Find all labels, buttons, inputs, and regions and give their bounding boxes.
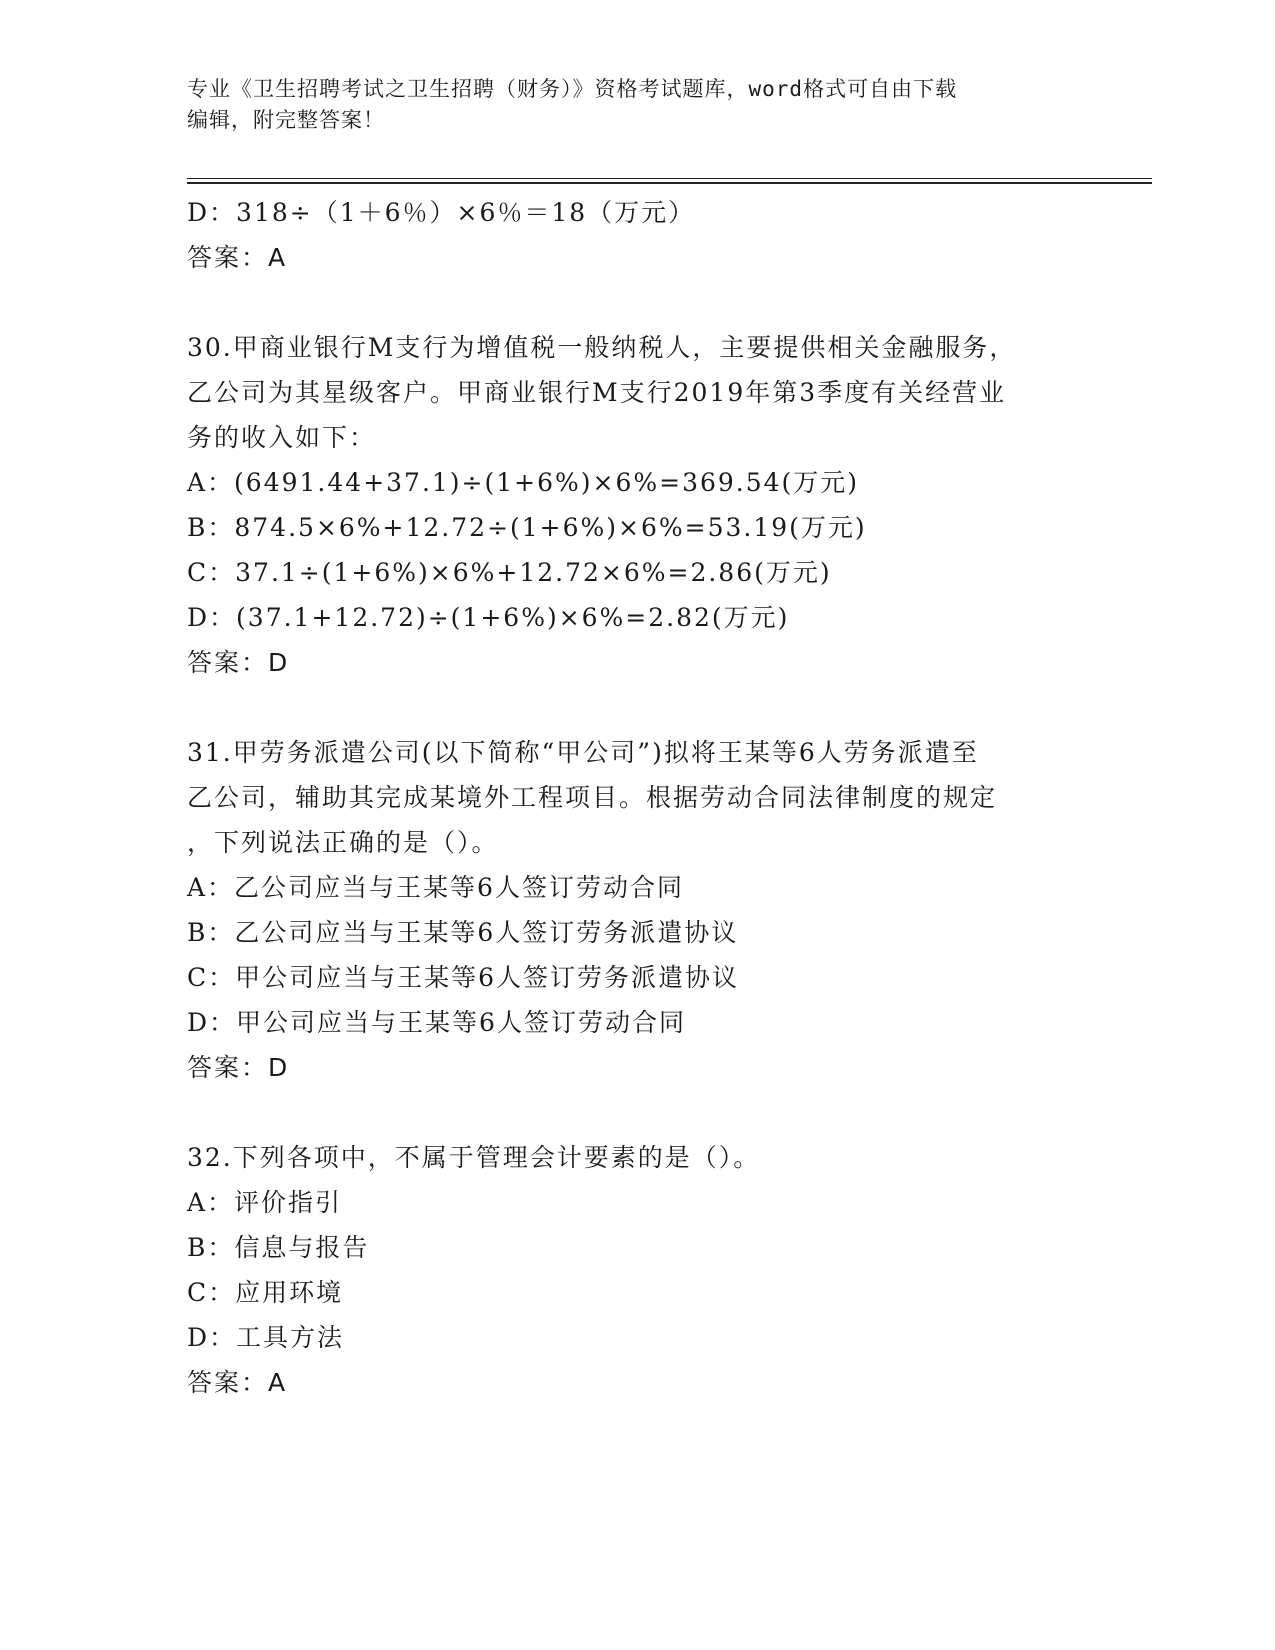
option-line: D：(37.1+12.72)÷(1+6%)×6%=2.82(万元)	[187, 603, 790, 632]
answer-line: 答案：D	[187, 1053, 290, 1082]
question-line: 30.甲商业银行M支行为增值税一般纳税人，主要提供相关金融服务，	[187, 333, 1017, 362]
option-line: D：318÷（1＋6％）×6％＝18（万元）	[187, 198, 696, 227]
block-gap	[187, 685, 1087, 730]
question-line: 31.甲劳务派遣公司(以下简称“甲公司”)拟将王某等6人劳务派遣至	[187, 738, 979, 767]
option-line: C：37.1÷(1+6%)×6%+12.72×6%=2.86(万元)	[187, 558, 832, 587]
block-gap	[187, 280, 1087, 325]
question-content	[187, 190, 1087, 1405]
option-line: A：乙公司应当与王某等6人签订劳动合同	[187, 873, 684, 902]
question-line: 务的收入如下：	[187, 423, 377, 452]
question-line: ，下列说法正确的是（）。	[187, 828, 499, 857]
header-divider-thick	[187, 182, 1152, 184]
header-line-2: 编辑，附完整答案！	[187, 108, 385, 132]
option-line: B：874.5×6%+12.72÷(1+6%)×6%=53.19(万元)	[187, 513, 867, 542]
header-divider-thin	[187, 178, 1152, 179]
option-line: C：甲公司应当与王某等6人签订劳务派遣协议	[187, 963, 740, 992]
question-line: 32.下列各项中，不属于管理会计要素的是（）。	[187, 1143, 761, 1172]
answer-line: 答案：D	[187, 648, 290, 677]
document-header	[187, 74, 1087, 136]
option-line: D：甲公司应当与王某等6人签订劳动合同	[187, 1008, 686, 1037]
question-line: 乙公司，辅助其完成某境外工程项目。根据劳动合同法律制度的规定	[187, 783, 998, 812]
question-line: 乙公司为其星级客户。甲商业银行M支行2019年第3季度有关经营业	[187, 378, 1007, 407]
answer-line: 答案：A	[187, 1368, 288, 1397]
option-line: B：信息与报告	[187, 1233, 370, 1262]
option-line: D：工具方法	[187, 1323, 345, 1352]
option-line: B：乙公司应当与王某等6人签订劳务派遣协议	[187, 918, 739, 947]
option-line: A：评价指引	[187, 1188, 343, 1217]
header-line-1: 专业《卫生招聘考试之卫生招聘（财务）》资格考试题库，word格式可自由下载	[187, 77, 958, 101]
block-gap	[187, 1090, 1087, 1135]
answer-line: 答案：A	[187, 243, 288, 272]
option-line: A：(6491.44+37.1)÷(1+6%)×6%=369.54(万元)	[187, 468, 860, 497]
option-line: C：应用环境	[187, 1278, 344, 1307]
